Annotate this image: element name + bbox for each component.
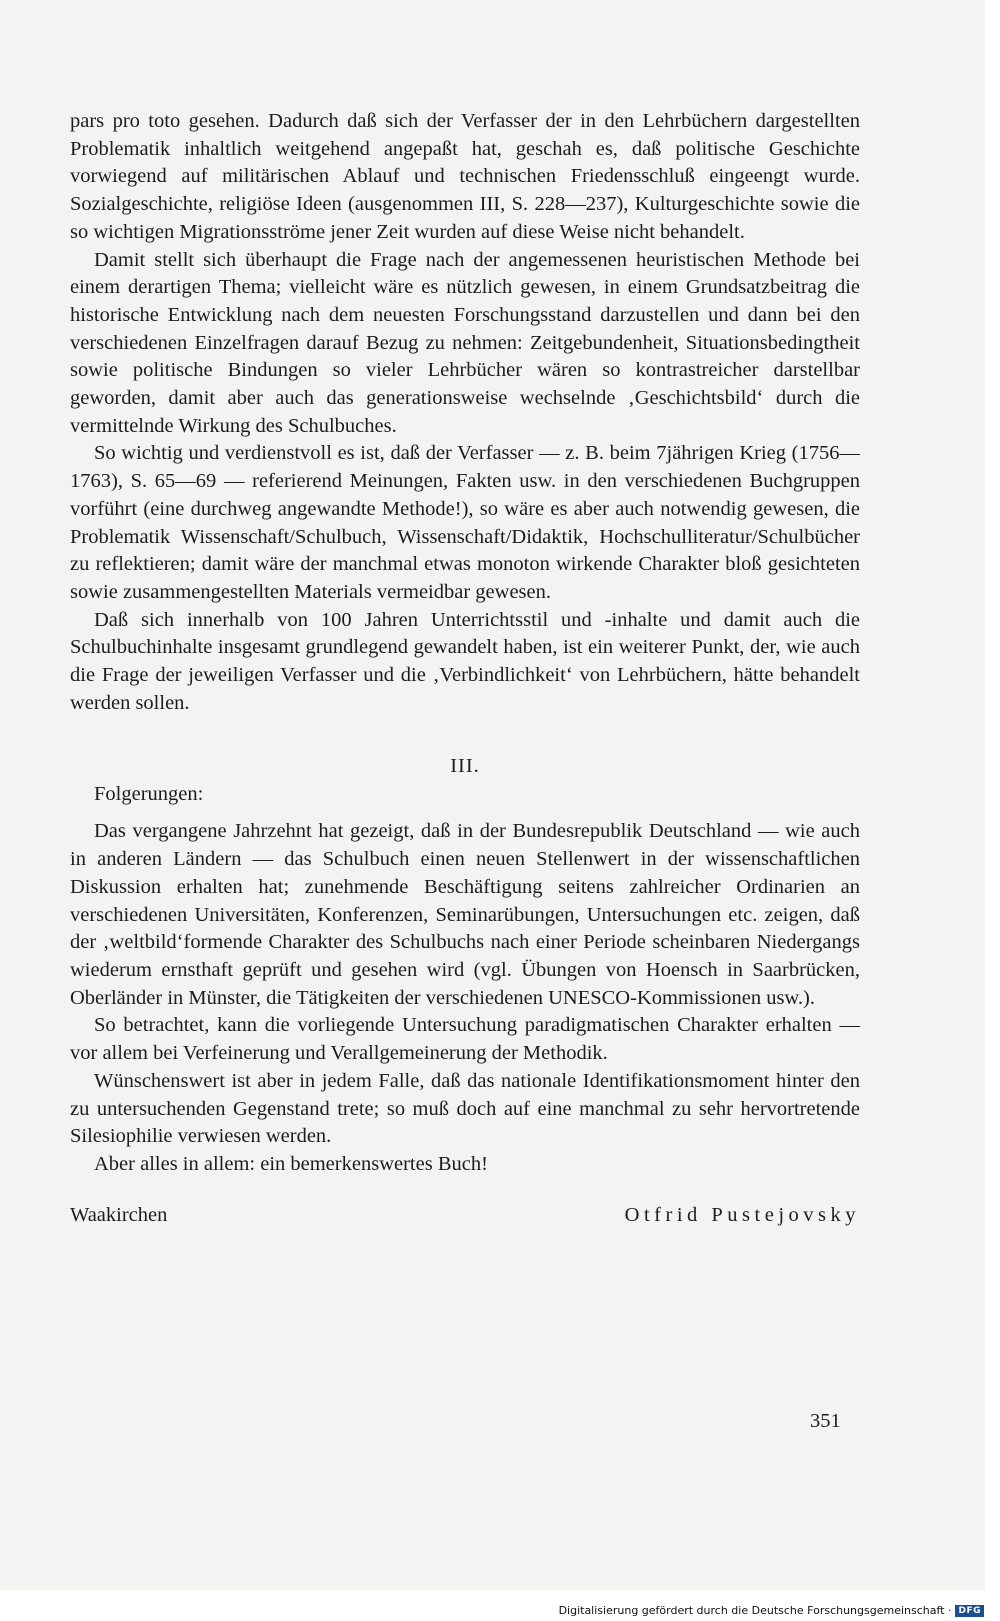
paragraph-2: Damit stellt sich überhaupt die Frage nach der angemessenen heuristischen Methode bei einem derartigen Thema; vielleicht wäre es nützlich gewesen, in einem Grundsatzbeitrag die historische Entwicklung nach dem neuesten Forschungsstand darzustellen und dann bei den verschiedenen Einzelfragen darauf Bezug zu nehmen: Zeitgebundenheit, Situationsbedingtheit sowie politische Bindungen so vieler Lehrbücher wären so kontrastreicher darstellbar geworden, damit aber auch das generationsweise wechselnde ‚Geschichtsbild‘ durch die vermittelnde Wirkung des Schulbuches. — [70, 248, 860, 437]
dfg-logo-icon: DFG — [955, 1605, 984, 1617]
paragraph-3: So wichtig und verdienstvoll es ist, daß der Verfasser — z. B. beim 7jährigen Krieg (1756—1763), S. 65—69 — referierend Meinungen, Fakten usw. in den verschiedenen Buchgruppen vorführt (eine durchweg angewandte Methode!), so wäre es aber auch notwendig gewesen, die Problematik Wissenschaft/Schulbuch, Wissenschaft/Didaktik, Hochschulliteratur/Schulbücher zu reflektieren; damit wäre der manchmal etwas monoton wirkende Charakter bloß gesichteten sowie zusammengestellten Materials vermeidbar gewesen. — [70, 442, 860, 603]
paragraph-7: Wünschenswert ist aber in jedem Falle, daß das nationale Identifikationsmoment hinter den zu untersuchenden Gegenstand trete; so muß doch auf eine manchmal zu sehr hervortretende Silesiophilie verwiesen werden. — [70, 1069, 860, 1148]
signature-author: Otfrid Pustejovsky — [624, 1203, 860, 1226]
footer-text: Digitalisierung gefördert durch die Deutsche Forschungsgemeinschaft · — [558, 1604, 952, 1617]
digitization-footer — [559, 1604, 984, 1617]
paragraph-5: Das vergangene Jahrzehnt hat gezeigt, daß in der Bundesrepublik Deutschland — wie auch in anderen Ländern — das Schulbuch einen neuen Stellenwert in der wissenschaftlichen Diskussion erhalten hat; zunehmende Beschäftigung seitens zahlreicher Ordinarien an verschiedenen Universitäten, Konferenzen, Seminarübungen, Untersuchungen etc. zeigen, daß der ‚weltbild‘formende Charakter des Schulbuchs nach einer Periode scheinbaren Niedergangs wiederum ernsthaft geprüft und gesehen wird (vgl. Übungen von Hoensch in Saarbrücken, Oberländer in Münster, die Tätigkeiten der verschiedenen UNESCO-Kommissionen usw.). — [70, 820, 860, 1009]
paragraph-6: So betrachtet, kann die vorliegende Untersuchung paradigmatischen Charakter erhalten — vor allem bei Verfeinerung und Verallgemeinerung der Methodik. — [70, 1014, 860, 1065]
article-body — [70, 108, 860, 1229]
page-number: 351 — [810, 1410, 841, 1432]
signature-place: Waakirchen — [70, 1203, 168, 1226]
signature-line — [70, 1201, 860, 1229]
paragraph-4: Daß sich innerhalb von 100 Jahren Unterrichtsstil und -inhalte und damit auch die Schulbuchinhalte insgesamt grundlegend gewandelt haben, ist ein weiterer Punkt, der, wie auch die Frage der jeweiligen Verfasser und die ‚Verbindlichkeit‘ von Lehrbüchern, hätte behandelt werden sollen. — [70, 608, 860, 714]
section-heading: III. — [450, 755, 480, 778]
section-subheading: Folgerungen: — [94, 783, 204, 806]
paragraph-1: pars pro toto gesehen. Dadurch daß sich der Verfasser der in den Lehrbüchern dargestellten Problematik inhaltlich weitgehend angepaßt hat, geschah es, daß politische Geschichte vorwiegend auf militärischen Ablauf und technischen Friedensschluß eingeengt wurde. Sozialgeschichte, religiöse Ideen (ausgenommen III, S. 228—237), Kulturgeschichte sowie die so wichtigen Migrationsströme jener Zeit wurden auf diese Weise nicht behandelt. — [70, 110, 860, 243]
paragraph-8: Aber alles in allem: ein bemerkenswertes Buch! — [94, 1152, 488, 1175]
